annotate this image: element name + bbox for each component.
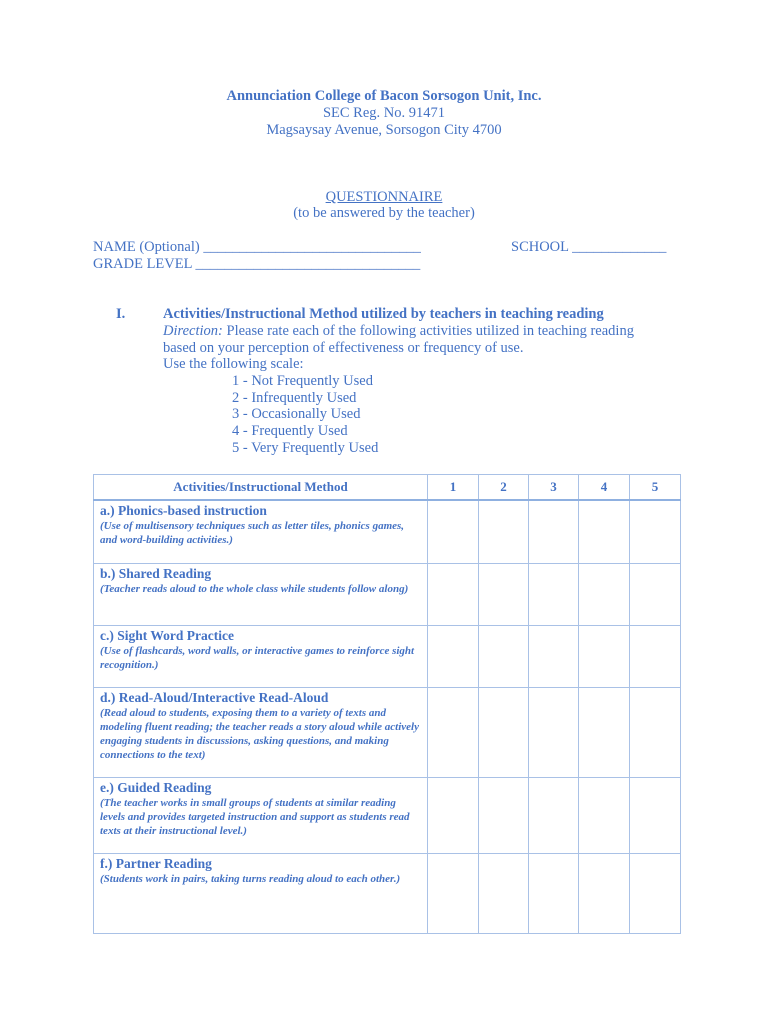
rating-cell-3[interactable]: [529, 500, 579, 563]
table-row: [94, 625, 681, 687]
table-row: [94, 853, 681, 933]
rating-cell-1[interactable]: [428, 777, 479, 853]
section-number: I.: [116, 306, 126, 322]
rating-cell-1[interactable]: [428, 853, 479, 933]
rating-cell-1[interactable]: [428, 687, 479, 777]
activity-cell: [94, 563, 428, 625]
rating-cell-3[interactable]: [529, 687, 579, 777]
rating-cell-5[interactable]: [630, 500, 681, 563]
institution-name: Annunciation College of Bacon Sorsogon Unit, Inc.: [226, 88, 542, 104]
rating-cell-1[interactable]: [428, 563, 479, 625]
header-activities: Activities/Instructional Method: [94, 475, 428, 501]
rating-cell-1[interactable]: [428, 625, 479, 687]
table-row: [94, 563, 681, 625]
rating-cell-1[interactable]: [428, 500, 479, 563]
rating-cell-4[interactable]: [579, 563, 630, 625]
table-header-row: [94, 475, 681, 501]
rating-cell-3[interactable]: [529, 777, 579, 853]
sec-registration: SEC Reg. No. 91471: [322, 105, 446, 121]
activity-title: f.) Partner Reading: [100, 855, 212, 871]
name-field[interactable]: NAME (Optional) ______________________________: [93, 239, 421, 255]
activity-description: (Use of flashcards, word walls, or interactive games to reinforce sight recognition.): [100, 644, 415, 671]
rating-cell-2[interactable]: [479, 853, 529, 933]
activity-title: a.) Phonics-based instruction: [100, 503, 267, 518]
rating-cell-4[interactable]: [579, 625, 630, 687]
direction-text-2: based on your perception of effectiveness or frequency of use.: [163, 340, 524, 356]
activity-description: (Students work in pairs, taking turns reading aloud to each other.): [100, 872, 401, 885]
activity-title: e.) Guided Reading: [100, 779, 212, 795]
activity-description: (Teacher reads aloud to the whole class while students follow along): [100, 582, 409, 595]
scale-item-5: 5 - Very Frequently Used: [232, 440, 379, 456]
header-rating-2: 2: [479, 475, 529, 501]
activity-title: b.) Shared Reading: [100, 565, 212, 581]
rating-cell-4[interactable]: [579, 500, 630, 563]
rating-cell-5[interactable]: [630, 687, 681, 777]
rating-cell-3[interactable]: [529, 625, 579, 687]
rating-cell-5[interactable]: [630, 563, 681, 625]
scale-item-3: 3 - Occasionally Used: [232, 406, 361, 422]
activity-description: (The teacher works in small groups of students at similar reading levels and provides targeted instruction and support as students read texts at their instructional level.): [100, 796, 410, 837]
header-rating-4: 4: [579, 475, 630, 501]
scale-item-4: 4 - Frequently Used: [232, 423, 348, 439]
scale-item-1: 1 - Not Frequently Used: [232, 373, 373, 389]
rating-cell-5[interactable]: [630, 777, 681, 853]
grade-level-field[interactable]: GRADE LEVEL _______________________________: [93, 256, 421, 272]
activity-cell: [94, 687, 428, 777]
questionnaire-title: QUESTIONNAIRE: [325, 189, 443, 205]
activity-cell: [94, 500, 428, 563]
table-row: [94, 777, 681, 853]
activity-cell: [94, 853, 428, 933]
scale-intro: Use the following scale:: [163, 356, 304, 372]
rating-cell-5[interactable]: [630, 625, 681, 687]
activity-description: (Read aloud to students, exposing them to a variety of texts and modeling fluent reading; the teacher reads a story aloud while actively engaging students in discussions, asking questions, and making connections to the text): [100, 706, 419, 761]
section-title: Activities/Instructional Method utilized by teachers in teaching reading: [163, 306, 604, 322]
institution-address: Magsaysay Avenue, Sorsogon City 4700: [266, 122, 502, 138]
school-field[interactable]: SCHOOL _____________: [511, 239, 667, 255]
scale-item-2: 2 - Infrequently Used: [232, 390, 357, 406]
rating-cell-4[interactable]: [579, 777, 630, 853]
activity-title: c.) Sight Word Practice: [100, 627, 234, 643]
activity-title: d.) Read-Aloud/Interactive Read-Aloud: [100, 689, 329, 705]
header-rating-3: 3: [529, 475, 579, 501]
rating-cell-3[interactable]: [529, 853, 579, 933]
activity-description: (Use of multisensory techniques such as letter tiles, phonics games, and word-building activities.): [100, 520, 405, 546]
rating-cell-3[interactable]: [529, 563, 579, 625]
rating-cell-2[interactable]: [479, 563, 529, 625]
activity-cell: [94, 625, 428, 687]
header-rating-1: 1: [428, 475, 479, 501]
direction-line: [163, 323, 634, 340]
activity-cell: [94, 777, 428, 853]
table-row: [94, 500, 681, 563]
table-row: [94, 687, 681, 777]
rating-cell-4[interactable]: [579, 687, 630, 777]
rating-table: [93, 474, 681, 934]
rating-cell-4[interactable]: [579, 853, 630, 933]
direction-text: Please rate each of the following activities utilized in teaching reading: [222, 323, 634, 339]
rating-cell-2[interactable]: [479, 625, 529, 687]
rating-cell-5[interactable]: [630, 853, 681, 933]
direction-label: Direction:: [163, 323, 223, 339]
header-rating-5: 5: [630, 475, 681, 501]
questionnaire-subtitle: (to be answered by the teacher): [293, 205, 475, 221]
rating-cell-2[interactable]: [479, 500, 529, 563]
rating-cell-2[interactable]: [479, 777, 529, 853]
rating-cell-2[interactable]: [479, 687, 529, 777]
